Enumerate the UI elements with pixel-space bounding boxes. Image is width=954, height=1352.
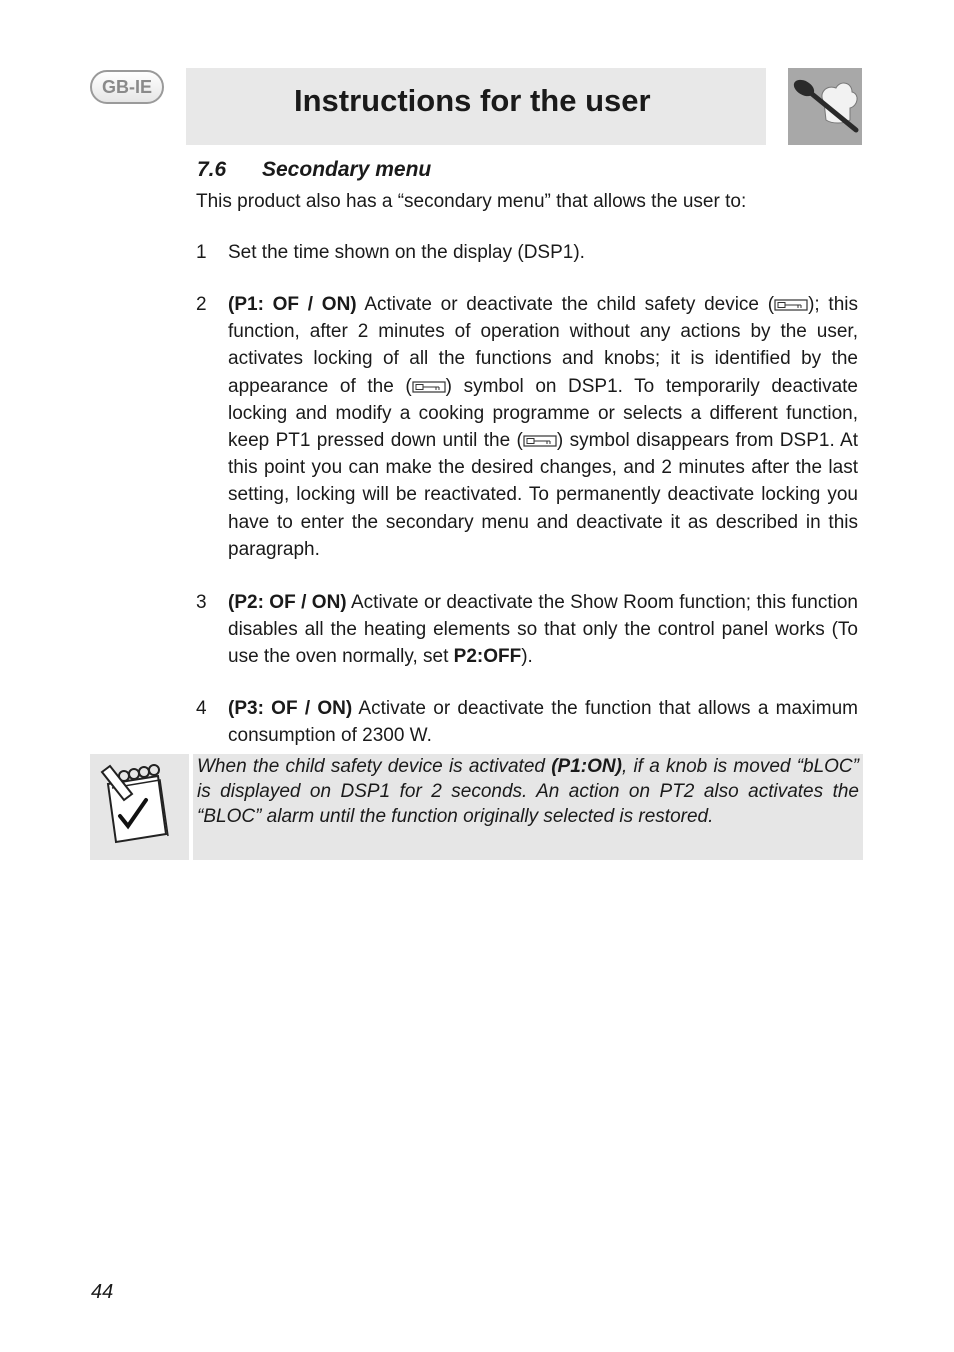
list-item-number: 3: [196, 592, 207, 613]
key-lock-icon: [774, 299, 808, 311]
note-text: [197, 754, 859, 829]
list-item: [196, 589, 858, 671]
intro-paragraph: This product also has a “secondary menu” that allows the user to:: [196, 191, 747, 212]
list-item-number: 4: [196, 698, 207, 719]
section-title: Secondary menu: [262, 158, 432, 181]
header-band: [186, 68, 766, 145]
region-badge: GB-IE: [90, 70, 164, 104]
list-item-text: [228, 291, 858, 563]
note-text-part: When the child safety device is activated: [197, 756, 552, 777]
list-item: [196, 695, 858, 749]
list-item-number: 1: [196, 242, 207, 263]
note-icon-panel: [90, 754, 189, 860]
spoon-and-chef-hat-icon: [788, 68, 862, 145]
list-item-text: [228, 589, 858, 671]
text-part: Activate or deactivate the Show Room function; this function disables all the heating elements so that only the control panel works (To use the oven normally, set: [228, 592, 858, 668]
text-part: Activate or deactivate the child safety device (: [356, 294, 775, 315]
parameter-code: (P1: OF / ON): [228, 294, 357, 315]
note-box: [193, 754, 863, 860]
list-item: [196, 239, 858, 266]
notepad-check-icon: [90, 754, 189, 860]
list-item-number: 2: [196, 294, 207, 315]
list-item-text: [228, 695, 858, 749]
section-heading: [197, 158, 431, 182]
parameter-setting: P2:OFF: [453, 646, 522, 668]
text-part: ).: [521, 646, 533, 668]
list-item: [196, 291, 858, 563]
parameter-code: (P2: OF / ON): [228, 592, 347, 613]
text-part: ) symbol on DSP1. To temporarily deactivate locking and modify a cooking programme or selects a different function, keep PT1 pressed down until the (: [228, 375, 858, 452]
page-number: 44: [91, 1281, 114, 1303]
text-part: ); this function, after 2 minutes of operation without any actions by the user, activates locking of all the functions and knobs; it is identified by the appearance of the (: [228, 294, 858, 397]
text-part: ) symbol disappears from DSP1. At this point you can make the desired changes, and 2 minutes after the last setting, locking will be reactivated. To permanently deactivate locking you have to enter the secondary menu and deactivate it as described in this paragraph.: [228, 430, 858, 560]
page-title: Instructions for the user: [294, 83, 651, 118]
note-text-part: , if a knob is moved “bLOC” is displayed on DSP1 for 2 seconds. An action on PT2 also activates the “BLOC” alarm until the function originally selected is restored.: [197, 756, 859, 827]
key-lock-icon: [412, 381, 446, 393]
text-part: Activate or deactivate the function that allows a maximum consumption of 2300 W.: [228, 698, 858, 747]
list-item-text: Set the time shown on the display (DSP1).: [228, 242, 585, 263]
section-number: 7.6: [197, 158, 227, 181]
note-parameter: (P1:ON): [551, 756, 622, 777]
key-lock-icon: [523, 435, 557, 447]
parameter-code: (P3: OF / ON): [228, 698, 353, 719]
